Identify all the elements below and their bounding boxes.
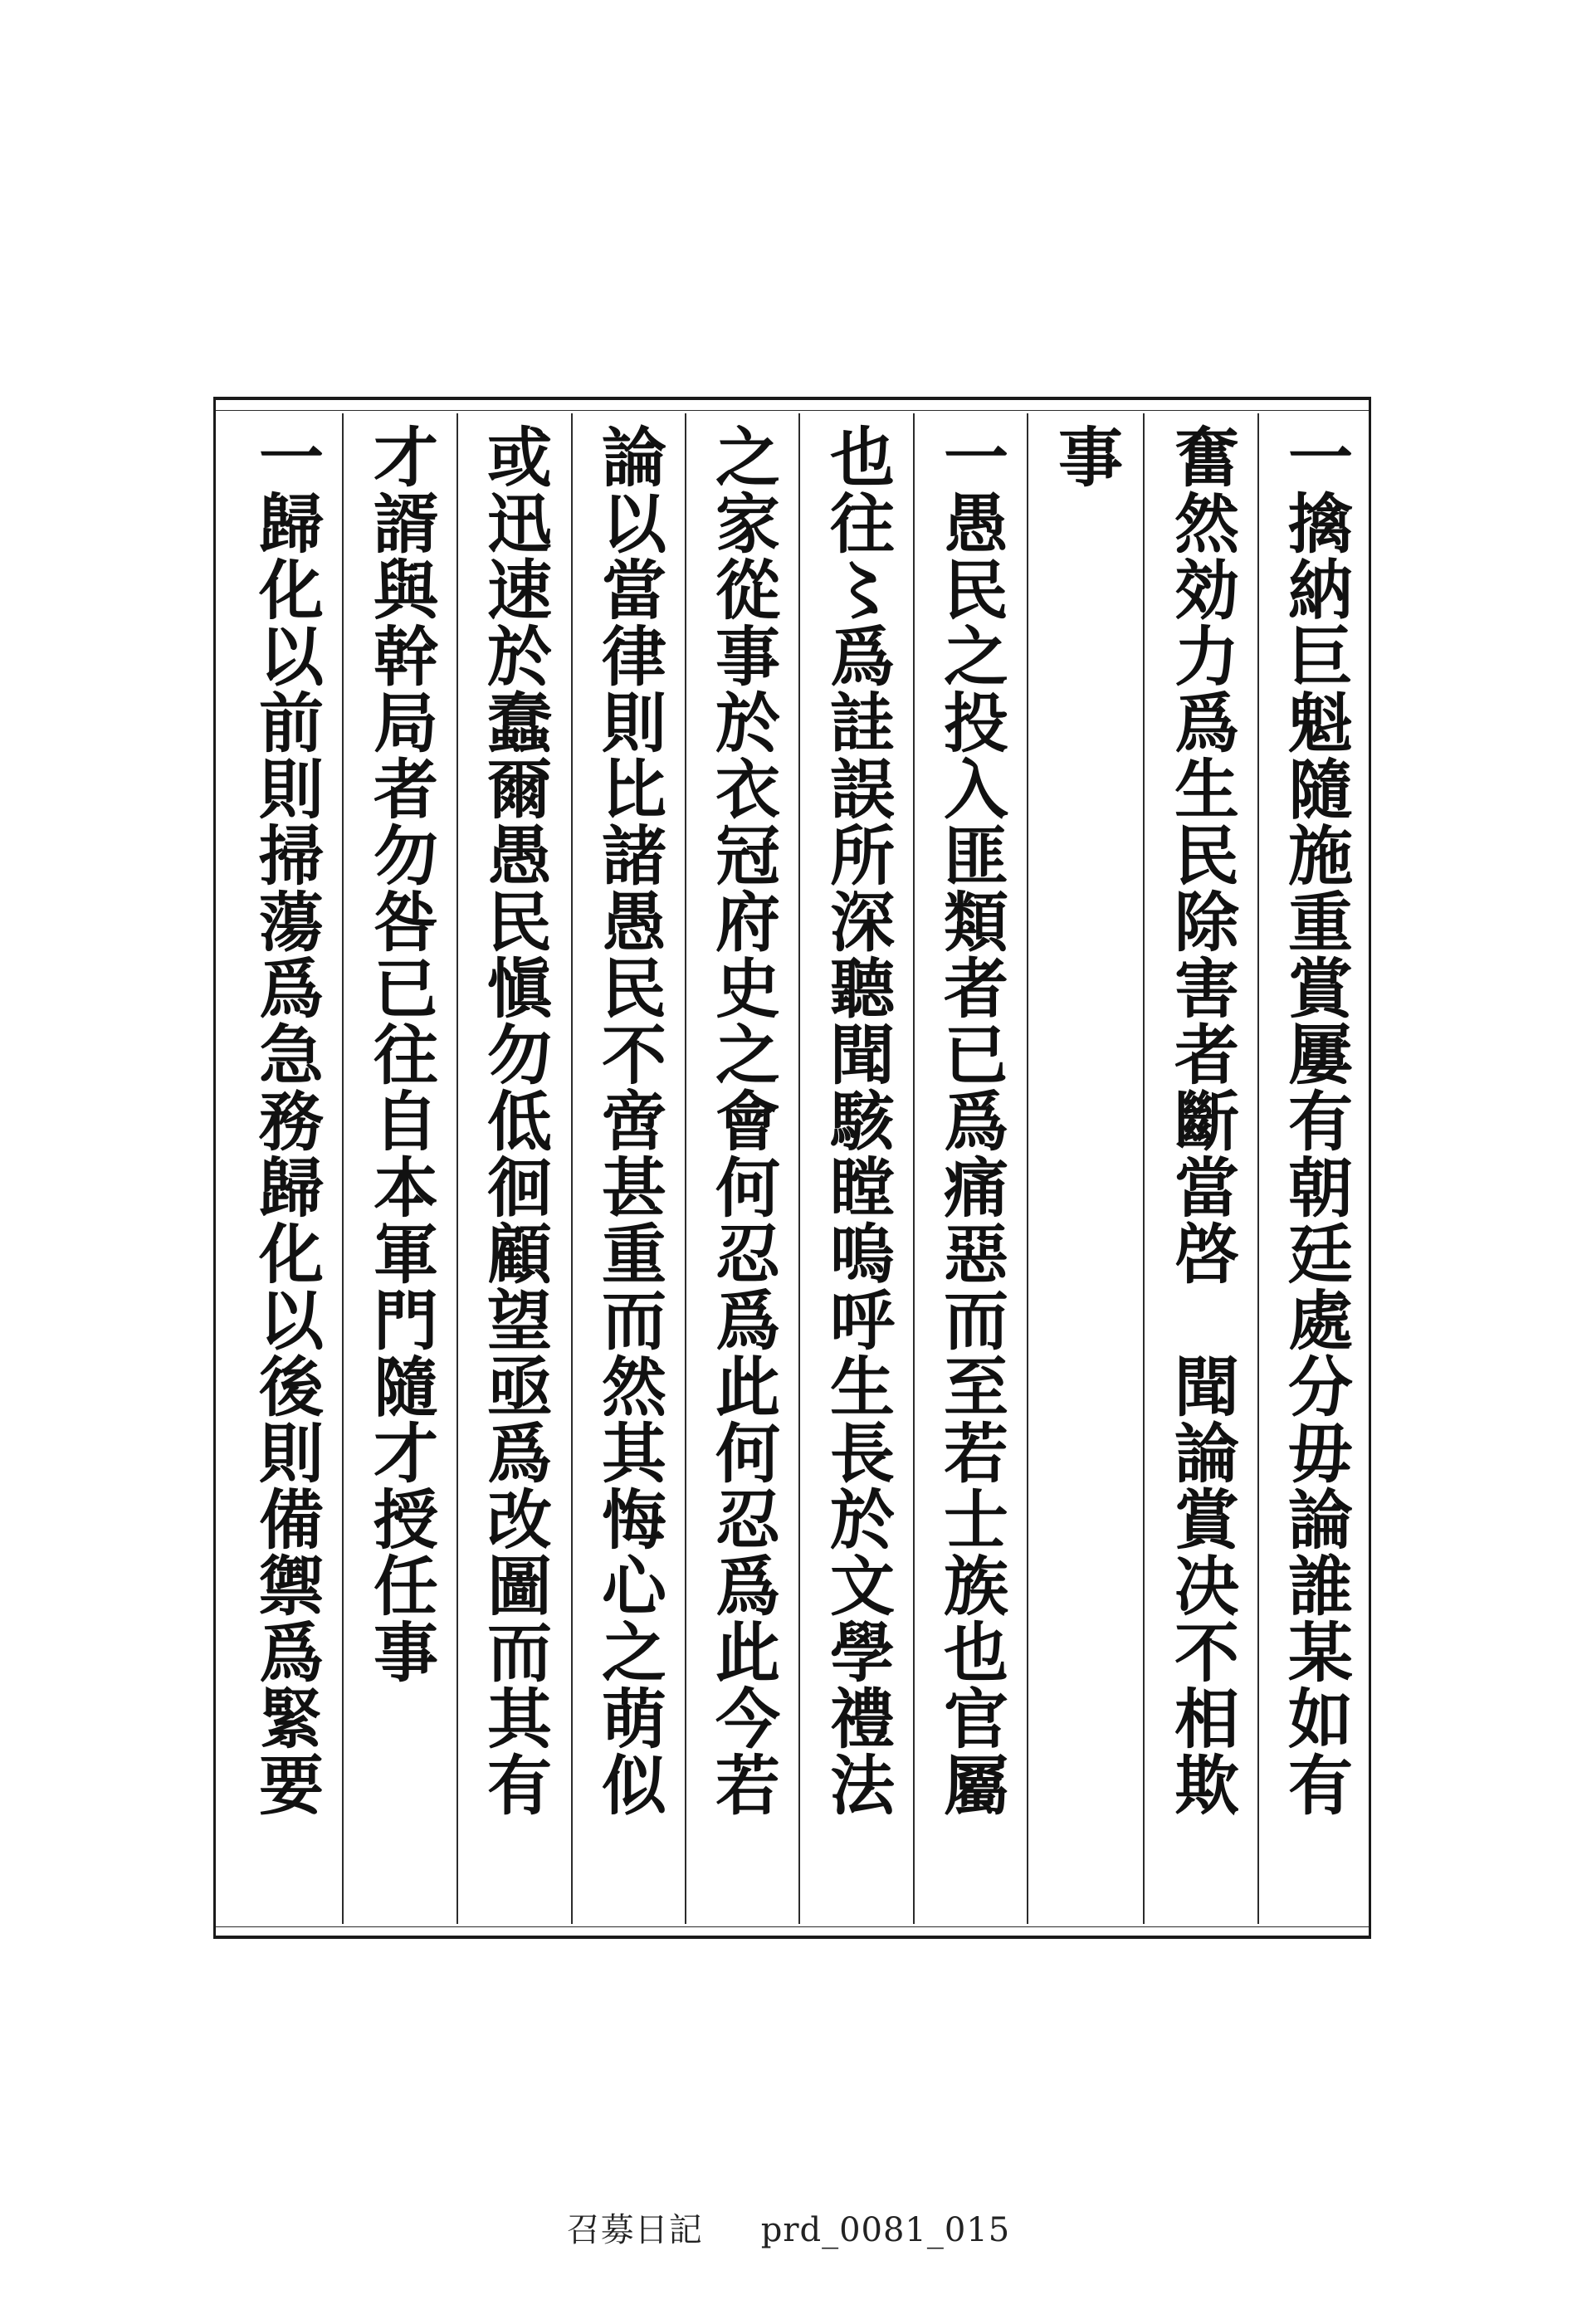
page-footer	[0, 2204, 1577, 2251]
text-column: 或迅速於蠢爾愚民愼勿低徊顧望亟爲改圖而其有	[476, 423, 552, 1818]
text-column: 一愚民之投入匪類者已爲痛惡而至若士族也官屬	[933, 423, 1008, 1818]
page-id: prd_0081_015	[760, 2211, 1011, 2249]
text-column: 之家從事於衣冠府史之會何忍爲此何忍爲此今若	[705, 423, 780, 1818]
column-rule	[1027, 413, 1028, 1924]
text-column: 一歸化以前則掃蕩爲急務歸化以後則備禦爲緊要	[248, 423, 324, 1818]
column-rule	[456, 413, 458, 1924]
text-column: 才諝與幹局者勿咎已往自本軍門隨才授任事	[363, 423, 438, 1685]
text-column: 奮然効力爲生民除害者斷當啓 聞論賞决不相欺	[1164, 423, 1239, 1818]
column-rule	[1143, 413, 1145, 1924]
text-column: 也往〻爲詿誤所深聽聞駭瞠嗚呼生長於文學禮法	[819, 423, 895, 1818]
text-column: 事	[1047, 423, 1123, 490]
text-column: 論以當律則比諸愚民不啻甚重而然其悔心之萌似	[591, 423, 666, 1818]
column-rule	[571, 413, 573, 1924]
column-rule	[685, 413, 686, 1924]
column-rule	[798, 413, 800, 1924]
column-rule	[1257, 413, 1259, 1924]
column-rule	[342, 413, 344, 1924]
book-title: 召募日記	[566, 2211, 703, 2249]
text-column: 一擒納巨魁隨施重賞屢有朝廷處分毋論誰某如有	[1277, 423, 1353, 1818]
column-rule	[913, 413, 915, 1924]
